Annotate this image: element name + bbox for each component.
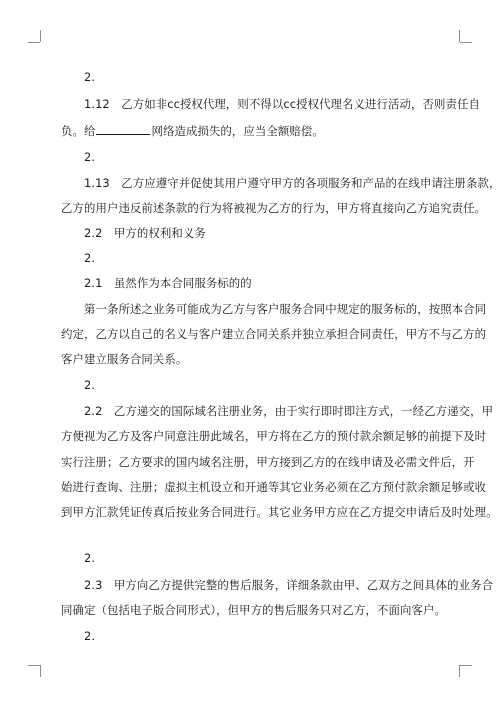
paragraph-number: 2.	[84, 150, 96, 164]
clause-1-12-text-before-blank: 负。给	[61, 124, 96, 138]
paragraph-number: 2.	[84, 251, 96, 265]
paragraph-number: 2.	[84, 551, 96, 565]
clause-2-3-line-2: 同确定（包括电子版合同形式），但甲方的售后服务只对乙方，不面向客户。	[61, 603, 446, 617]
crop-mark-top-left-h	[28, 42, 40, 43]
crop-mark-top-right-v	[459, 30, 460, 42]
clause-2-2-line-1: 2.2 乙方递交的国际域名注册业务，由于实行即时即注方式，一经乙方递交，甲	[84, 404, 494, 418]
paragraph-number: 2.	[84, 629, 96, 643]
clause-1-12-line-2	[61, 123, 324, 138]
crop-mark-bottom-right-h	[460, 665, 472, 666]
paragraph-number: 2.	[84, 378, 96, 392]
clause-2-2-line-5: 到甲方汇款凭证传真后按业务合同进行。其它业务甲方应在乙方提交申请后及时处理。	[61, 505, 498, 519]
clause-2-2-line-2: 方便视为乙方及客户同意注册此域名，甲方将在乙方的预付款余额足够的前提下及时	[61, 429, 487, 443]
clause-1-13-line-1: 1.13 乙方应遵守并促使其用户遵守甲方的各项服务和产品的在线申请注册条款，	[84, 176, 500, 190]
crop-mark-bottom-left-v	[40, 665, 41, 677]
clause-1-13-line-2: 乙方的用户违反前述条款的行为将被视为乙方的行为，甲方将直接向乙方追究责任。	[61, 201, 487, 215]
clause-2-3-line-1: 2.3 甲方向乙方提供完整的售后服务，详细条款由甲、乙双方之间具体的业务合	[84, 578, 494, 592]
crop-mark-bottom-left-h	[28, 665, 40, 666]
paragraph-number: 2.	[84, 70, 96, 84]
clause-2-1-line-2: 约定，乙方以自己的名义与客户建立合同关系并独立承担合同责任，甲方不与乙方的	[61, 327, 487, 341]
clause-2-1-line-3: 客户建立服务合同关系。	[61, 352, 188, 366]
clause-1-12-text-after-blank: 网络造成损失的，应当全额赔偿。	[151, 124, 324, 138]
crop-mark-top-right-h	[460, 42, 472, 43]
crop-mark-bottom-right-v	[459, 665, 460, 677]
clause-2-1-line-1: 第一条所述之业务可能成为乙方与客户服务合同中规定的服务标的，按照本合同	[84, 302, 487, 316]
clause-2-1-heading: 2.1 虽然作为本合同服务标的的	[84, 276, 252, 290]
fill-in-blank	[96, 123, 150, 135]
crop-mark-top-left-v	[40, 30, 41, 42]
section-2-2-heading: 2.2 甲方的权利和义务	[84, 226, 206, 240]
clause-1-12-line-1: 1.12 乙方如非cc授权代理，则不得以cc授权代理名义进行活动，否则责任自	[84, 97, 480, 111]
clause-2-2-line-3: 实行注册；乙方要求的国内域名注册，甲方接到乙方的在线申请及必需文件后，开	[61, 455, 475, 469]
clause-2-2-line-4: 始进行查询、注册；虚拟主机设立和开通等其它业务必须在乙方预付款余额足够或收	[61, 480, 487, 494]
